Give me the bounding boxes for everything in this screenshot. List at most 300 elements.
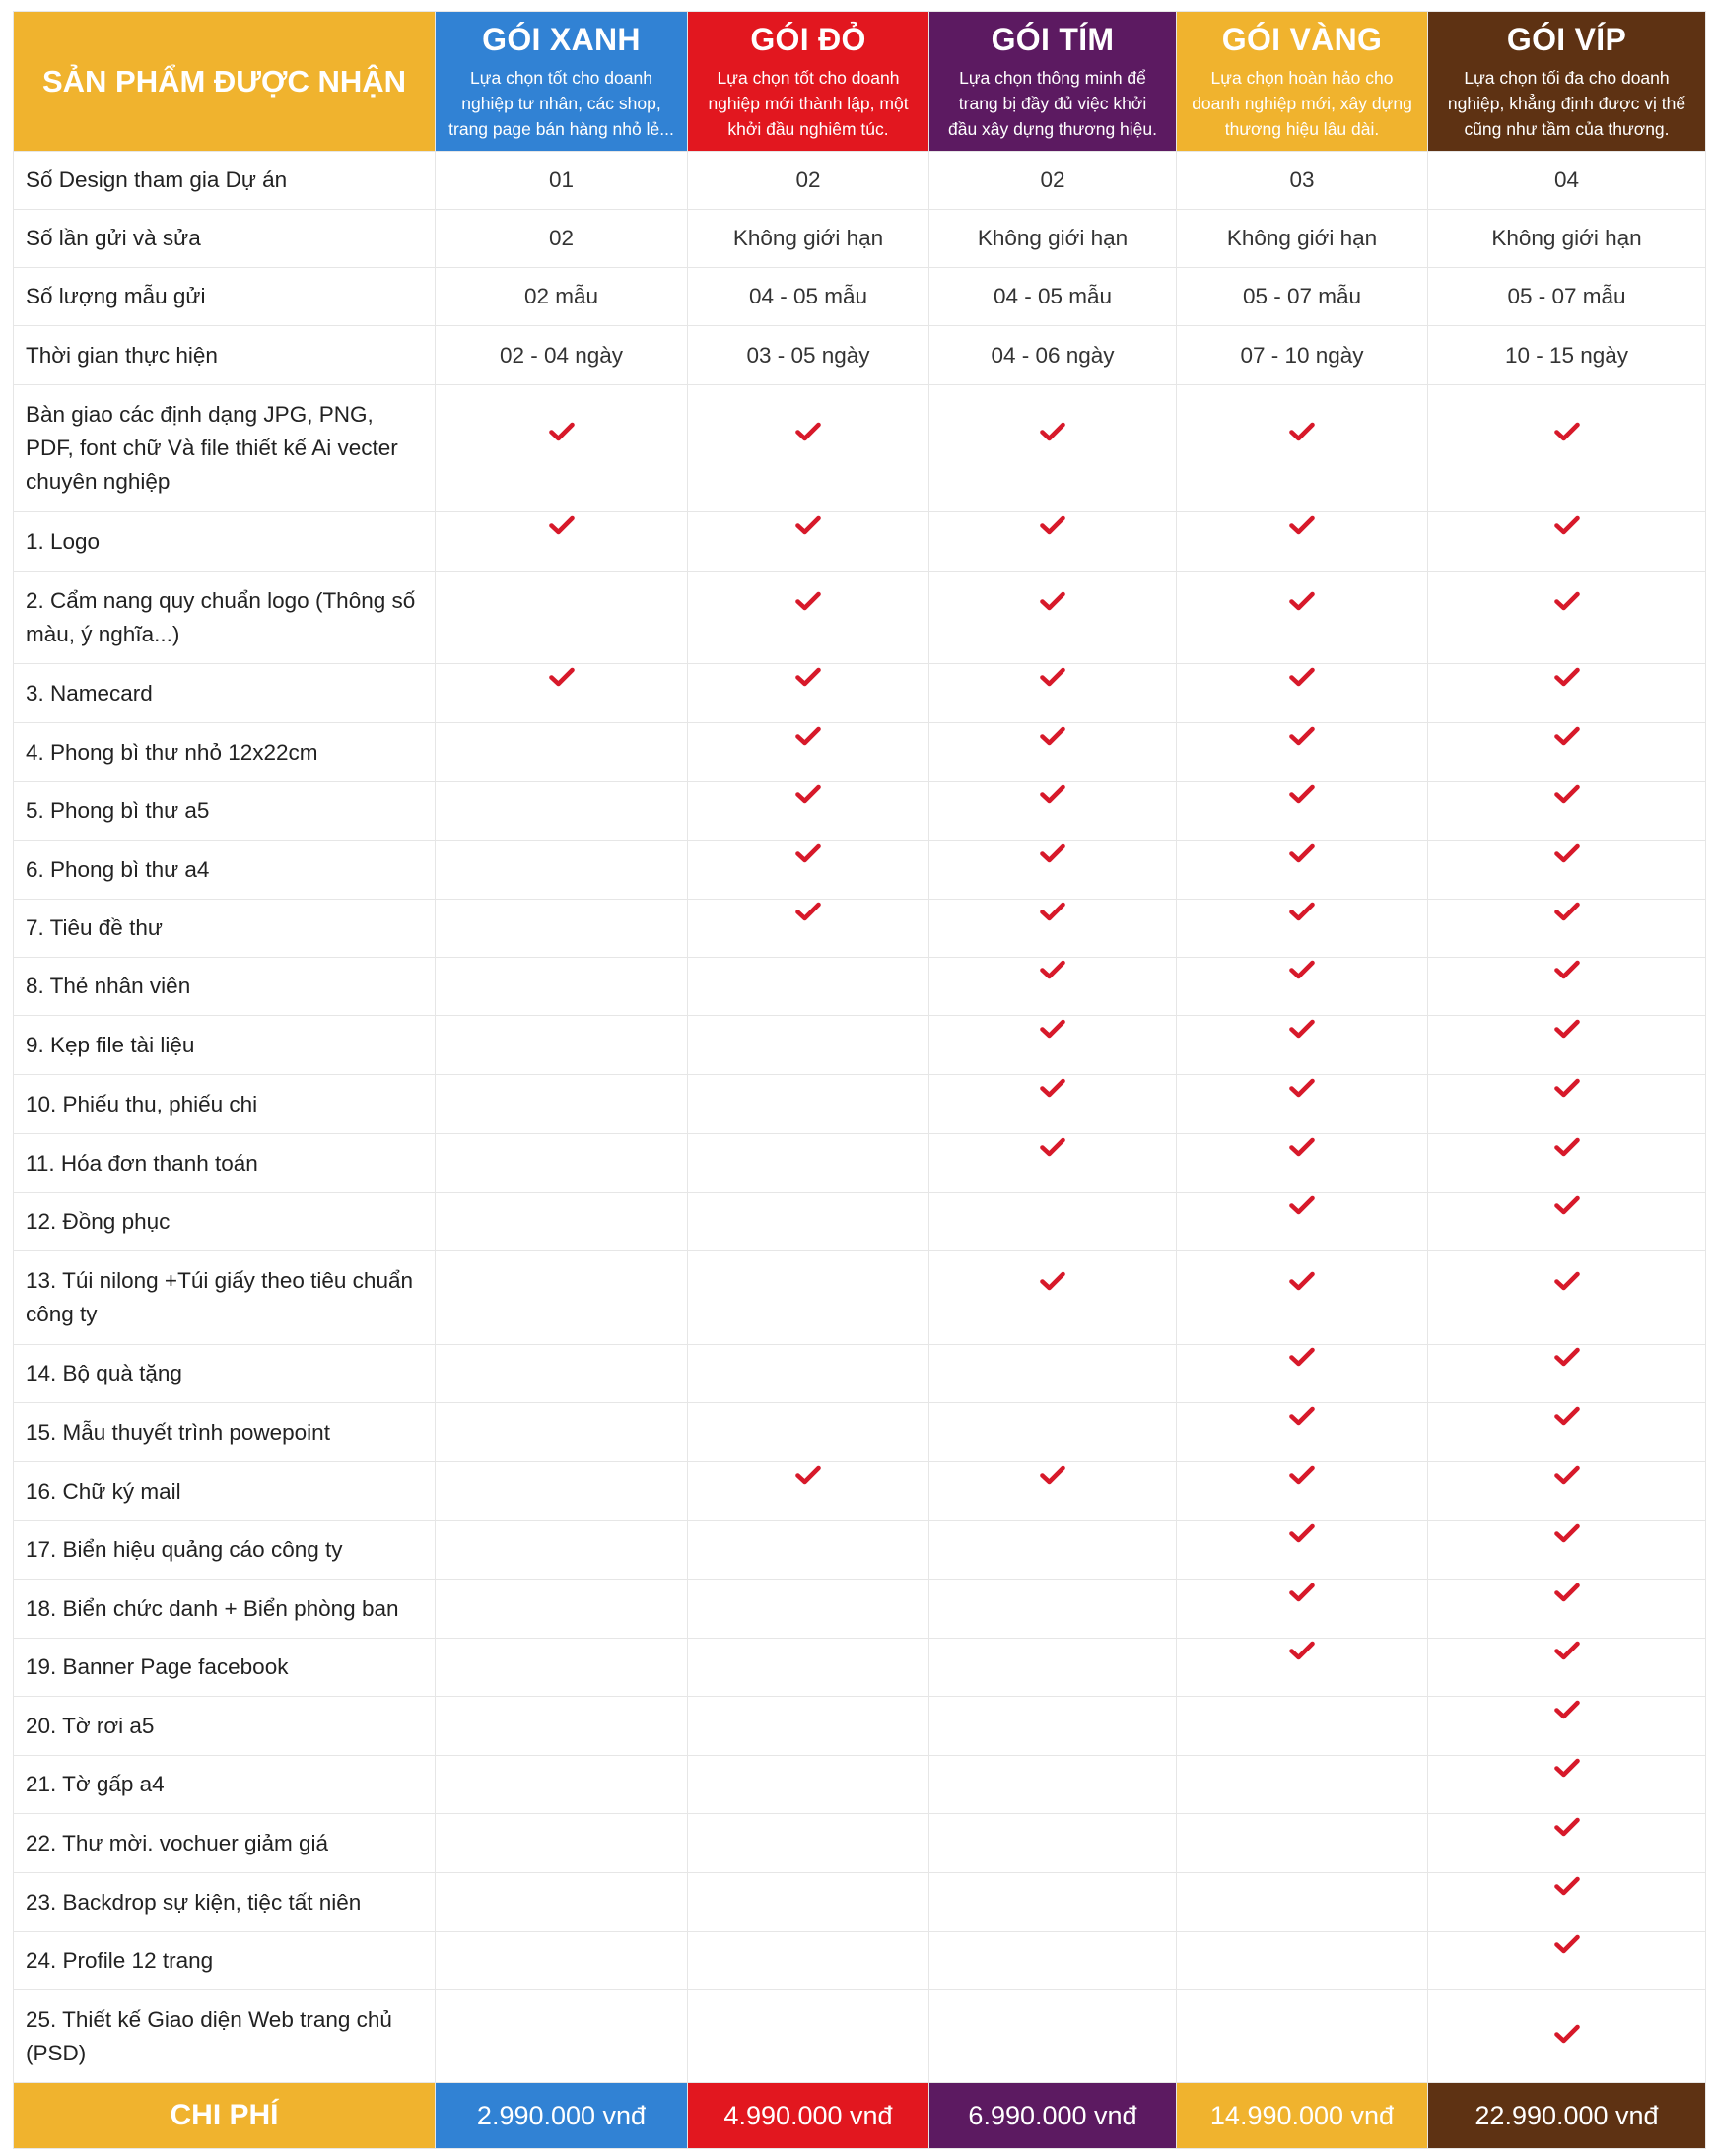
check-icon — [1289, 960, 1315, 979]
check-cell — [688, 664, 929, 723]
package-description: Lựa chọn thông minh để trang bị đầy đủ việc khởi đầu xây dựng thương hiệu. — [948, 67, 1157, 139]
package-header-tim[interactable] — [929, 12, 1177, 152]
feature-label: 11. Hóa đơn thanh toán — [14, 1134, 436, 1193]
check-cell — [929, 900, 1177, 958]
check-cell — [1428, 782, 1706, 841]
feature-label: 4. Phong bì thư nhỏ 12x22cm — [14, 723, 436, 782]
check-cell — [1177, 958, 1428, 1016]
package-header-do[interactable] — [688, 12, 929, 152]
check-icon — [1554, 784, 1580, 804]
table-row — [14, 900, 1706, 958]
value-cell: 05 - 07 mẫu — [1177, 268, 1428, 326]
feature-label: Số lượng mẫu gửi — [14, 268, 436, 326]
check-icon — [1554, 1347, 1580, 1367]
check-icon — [1289, 1078, 1315, 1098]
check-cell — [436, 1075, 688, 1134]
check-cell — [929, 572, 1177, 664]
check-cell — [1177, 1193, 1428, 1251]
table-row — [14, 1639, 1706, 1697]
check-cell — [436, 1873, 688, 1932]
check-cell — [1428, 1075, 1706, 1134]
check-cell — [1177, 1345, 1428, 1403]
check-cell — [436, 1345, 688, 1403]
price-tim[interactable]: 6.990.000 vnđ — [929, 2083, 1177, 2149]
check-cell — [436, 1932, 688, 1990]
check-icon — [795, 784, 821, 804]
check-cell — [688, 723, 929, 782]
check-cell — [929, 1251, 1177, 1345]
table-row — [14, 572, 1706, 664]
value-cell: 04 - 05 mẫu — [688, 268, 929, 326]
check-cell — [929, 1814, 1177, 1873]
value-cell: 03 — [1177, 152, 1428, 210]
check-icon — [1040, 1019, 1065, 1039]
check-icon — [1040, 1078, 1065, 1098]
check-icon — [1554, 1583, 1580, 1602]
check-cell — [1177, 385, 1428, 512]
feature-label: 2. Cẩm nang quy chuẩn logo (Thông số màu, ý nghĩa...) — [14, 572, 436, 664]
check-icon — [1040, 1465, 1065, 1485]
check-icon — [1289, 843, 1315, 863]
table-row — [14, 326, 1706, 385]
check-cell — [688, 1639, 929, 1697]
check-cell — [688, 512, 929, 572]
check-cell — [929, 1756, 1177, 1814]
value-cell: 05 - 07 mẫu — [1428, 268, 1706, 326]
check-cell — [929, 782, 1177, 841]
check-cell — [1177, 1873, 1428, 1932]
check-cell — [1428, 1345, 1706, 1403]
price-row — [14, 2083, 1706, 2149]
check-cell — [1177, 1580, 1428, 1639]
feature-label: 9. Kẹp file tài liệu — [14, 1016, 436, 1075]
check-icon — [1289, 1523, 1315, 1543]
check-cell — [1428, 1134, 1706, 1193]
check-cell — [688, 1016, 929, 1075]
check-cell — [1177, 1134, 1428, 1193]
check-cell — [929, 1403, 1177, 1462]
check-cell — [1177, 1521, 1428, 1580]
check-icon — [1554, 1523, 1580, 1543]
value-cell: 02 — [929, 152, 1177, 210]
check-icon — [1554, 1406, 1580, 1426]
check-cell — [688, 1251, 929, 1345]
check-icon — [1554, 726, 1580, 746]
check-icon — [1554, 1019, 1580, 1039]
check-cell — [1177, 664, 1428, 723]
check-icon — [549, 515, 575, 535]
check-icon — [1289, 667, 1315, 687]
check-cell — [436, 958, 688, 1016]
check-cell — [1177, 1639, 1428, 1697]
table-row — [14, 1990, 1706, 2083]
value-cell: Không giới hạn — [1428, 210, 1706, 268]
check-cell — [1428, 512, 1706, 572]
check-icon — [1554, 422, 1580, 441]
check-cell — [1177, 900, 1428, 958]
check-cell — [1428, 1521, 1706, 1580]
check-cell — [1428, 572, 1706, 664]
check-icon — [1040, 960, 1065, 979]
value-cell: 03 - 05 ngày — [688, 326, 929, 385]
check-icon — [795, 515, 821, 535]
check-icon — [1040, 591, 1065, 611]
check-icon — [1289, 1137, 1315, 1157]
package-description: Lựa chọn tốt cho doanh nghiệp tư nhân, các shop, trang page bán hàng nhỏ lẻ... — [448, 67, 674, 139]
check-cell — [929, 1521, 1177, 1580]
check-icon — [1289, 784, 1315, 804]
check-cell — [436, 900, 688, 958]
table-row — [14, 841, 1706, 900]
check-cell — [1428, 1932, 1706, 1990]
table-row — [14, 1462, 1706, 1521]
check-icon — [1554, 1078, 1580, 1098]
check-cell — [436, 841, 688, 900]
value-cell: 02 - 04 ngày — [436, 326, 688, 385]
package-header-xanh[interactable] — [436, 12, 688, 152]
check-icon — [1040, 843, 1065, 863]
check-icon — [1289, 726, 1315, 746]
table-row — [14, 958, 1706, 1016]
price-do[interactable]: 4.990.000 vnđ — [688, 2083, 929, 2149]
check-cell — [1177, 841, 1428, 900]
check-cell — [1428, 1016, 1706, 1075]
table-row — [14, 1403, 1706, 1462]
check-cell — [929, 1134, 1177, 1193]
feature-label: 10. Phiếu thu, phiếu chi — [14, 1075, 436, 1134]
table-row — [14, 512, 1706, 572]
check-cell — [1177, 1697, 1428, 1756]
table-row — [14, 1016, 1706, 1075]
check-cell — [688, 1075, 929, 1134]
check-cell — [688, 1403, 929, 1462]
check-icon — [1040, 422, 1065, 441]
price-xanh[interactable]: 2.990.000 vnđ — [436, 2083, 688, 2149]
package-description: Lựa chọn hoàn hảo cho doanh nghiệp mới, xây dựng thương hiệu lâu dài. — [1192, 67, 1412, 139]
check-cell — [1428, 1193, 1706, 1251]
value-cell: Không giới hạn — [688, 210, 929, 268]
check-cell — [436, 572, 688, 664]
check-cell — [929, 1016, 1177, 1075]
value-cell: 07 - 10 ngày — [1177, 326, 1428, 385]
check-cell — [688, 782, 929, 841]
check-cell — [688, 958, 929, 1016]
value-cell: Không giới hạn — [929, 210, 1177, 268]
table-row — [14, 723, 1706, 782]
feature-label: 12. Đồng phục — [14, 1193, 436, 1251]
check-icon — [1554, 960, 1580, 979]
check-icon — [1289, 1019, 1315, 1039]
price-label: CHI PHÍ — [14, 2083, 436, 2149]
check-cell — [436, 1193, 688, 1251]
check-cell — [1177, 1990, 1428, 2083]
feature-label: 16. Chữ ký mail — [14, 1462, 436, 1521]
check-cell — [1428, 1814, 1706, 1873]
check-icon — [1040, 784, 1065, 804]
pricing-table — [13, 11, 1706, 2149]
value-cell: 02 — [688, 152, 929, 210]
check-icon — [795, 591, 821, 611]
check-cell — [1428, 723, 1706, 782]
check-icon — [549, 667, 575, 687]
check-cell — [929, 1075, 1177, 1134]
check-icon — [1289, 1583, 1315, 1602]
check-cell — [436, 1134, 688, 1193]
check-icon — [1554, 902, 1580, 921]
check-cell — [436, 1639, 688, 1697]
feature-label: 19. Banner Page facebook — [14, 1639, 436, 1697]
header-row — [14, 12, 1706, 152]
check-cell — [1428, 1251, 1706, 1345]
feature-label: 13. Túi nilong +Túi giấy theo tiêu chuẩn công ty — [14, 1251, 436, 1345]
check-cell — [436, 1580, 688, 1639]
feature-label: 14. Bộ quà tặng — [14, 1345, 436, 1403]
check-icon — [1040, 1271, 1065, 1291]
value-cell: Không giới hạn — [1177, 210, 1428, 268]
table-row — [14, 1756, 1706, 1814]
table-row — [14, 1075, 1706, 1134]
check-cell — [929, 1193, 1177, 1251]
check-cell — [688, 385, 929, 512]
check-icon — [1040, 902, 1065, 921]
table-row — [14, 268, 1706, 326]
check-icon — [1554, 591, 1580, 611]
check-cell — [929, 385, 1177, 512]
feature-label: 3. Namecard — [14, 664, 436, 723]
check-icon — [1289, 591, 1315, 611]
check-cell — [929, 664, 1177, 723]
check-cell — [436, 1990, 688, 2083]
check-cell — [929, 1580, 1177, 1639]
check-cell — [688, 1462, 929, 1521]
check-cell — [688, 1193, 929, 1251]
check-icon — [1289, 902, 1315, 921]
package-header-vip[interactable] — [1428, 12, 1706, 152]
check-cell — [436, 1251, 688, 1345]
feature-label: 25. Thiết kế Giao diện Web trang chủ (PSD) — [14, 1990, 436, 2083]
check-cell — [1177, 512, 1428, 572]
check-icon — [1040, 667, 1065, 687]
check-cell — [436, 782, 688, 841]
check-cell — [1177, 723, 1428, 782]
check-icon — [1554, 1758, 1580, 1778]
check-cell — [436, 1814, 688, 1873]
check-cell — [688, 1580, 929, 1639]
check-icon — [1289, 1271, 1315, 1291]
table-row — [14, 385, 1706, 512]
check-cell — [1428, 1990, 1706, 2083]
feature-label: 5. Phong bì thư a5 — [14, 782, 436, 841]
feature-label: 18. Biển chức danh + Biển phòng ban — [14, 1580, 436, 1639]
feature-label: 7. Tiêu đề thư — [14, 900, 436, 958]
check-cell — [688, 1990, 929, 2083]
value-cell: 04 — [1428, 152, 1706, 210]
check-cell — [929, 1932, 1177, 1990]
check-icon — [1554, 843, 1580, 863]
check-cell — [688, 1521, 929, 1580]
check-cell — [1177, 782, 1428, 841]
check-icon — [1554, 1817, 1580, 1837]
check-cell — [929, 512, 1177, 572]
value-cell: 02 — [436, 210, 688, 268]
check-cell — [929, 1639, 1177, 1697]
check-cell — [688, 1814, 929, 1873]
check-cell — [929, 1697, 1177, 1756]
feature-label: 21. Tờ gấp a4 — [14, 1756, 436, 1814]
check-cell — [1428, 1639, 1706, 1697]
feature-label: 15. Mẫu thuyết trình powepoint — [14, 1403, 436, 1462]
table-row — [14, 1521, 1706, 1580]
feature-label: Thời gian thực hiện — [14, 326, 436, 385]
package-name: GÓI ĐỎ — [750, 21, 866, 57]
value-cell: 01 — [436, 152, 688, 210]
check-cell — [1177, 1814, 1428, 1873]
check-cell — [1177, 1251, 1428, 1345]
feature-label: 17. Biển hiệu quảng cáo công ty — [14, 1521, 436, 1580]
feature-label: Số lần gửi và sửa — [14, 210, 436, 268]
check-icon — [1554, 515, 1580, 535]
check-cell — [436, 723, 688, 782]
feature-column-header: SẢN PHẨM ĐƯỢC NHẬN — [14, 12, 436, 152]
check-cell — [929, 1873, 1177, 1932]
check-cell — [1428, 841, 1706, 900]
check-cell — [929, 841, 1177, 900]
check-icon — [1554, 1876, 1580, 1896]
check-icon — [1289, 422, 1315, 441]
value-cell: 02 mẫu — [436, 268, 688, 326]
check-cell — [929, 723, 1177, 782]
check-icon — [1554, 1465, 1580, 1485]
check-cell — [688, 1134, 929, 1193]
check-cell — [1428, 1697, 1706, 1756]
check-icon — [1289, 1195, 1315, 1215]
value-cell: 04 - 05 mẫu — [929, 268, 1177, 326]
table-row — [14, 1580, 1706, 1639]
check-icon — [1040, 515, 1065, 535]
feature-label: Số Design tham gia Dự án — [14, 152, 436, 210]
package-header-vang[interactable] — [1177, 12, 1428, 152]
feature-label: 6. Phong bì thư a4 — [14, 841, 436, 900]
check-cell — [929, 1345, 1177, 1403]
check-icon — [795, 1465, 821, 1485]
check-cell — [1428, 1873, 1706, 1932]
package-name: GÓI VÍP — [1506, 21, 1627, 57]
check-icon — [1554, 1271, 1580, 1291]
table-row — [14, 210, 1706, 268]
table-row — [14, 1134, 1706, 1193]
check-cell — [1177, 1075, 1428, 1134]
check-icon — [1289, 515, 1315, 535]
table-row — [14, 1873, 1706, 1932]
table-row — [14, 1345, 1706, 1403]
value-cell: 10 - 15 ngày — [1428, 326, 1706, 385]
check-cell — [436, 1016, 688, 1075]
check-cell — [1428, 664, 1706, 723]
check-icon — [1289, 1347, 1315, 1367]
check-cell — [1428, 385, 1706, 512]
package-description: Lựa chọn tối đa cho doanh nghiệp, khẳng định được vị thế cũng như tầm của thương. — [1447, 67, 1686, 139]
check-cell — [1177, 1756, 1428, 1814]
check-icon — [795, 843, 821, 863]
check-icon — [795, 726, 821, 746]
price-vip[interactable]: 22.990.000 vnđ — [1428, 2083, 1706, 2149]
package-description: Lựa chọn tốt cho doanh nghiệp mới thành lập, một khởi đầu nghiêm túc. — [708, 67, 909, 139]
check-cell — [1428, 1580, 1706, 1639]
check-icon — [1289, 1465, 1315, 1485]
check-cell — [1177, 1462, 1428, 1521]
check-cell — [436, 1756, 688, 1814]
check-cell — [1177, 572, 1428, 664]
check-cell — [688, 900, 929, 958]
check-cell — [1177, 1016, 1428, 1075]
check-icon — [1554, 1700, 1580, 1719]
check-cell — [436, 1403, 688, 1462]
check-cell — [436, 1521, 688, 1580]
feature-label: Bàn giao các định dạng JPG, PNG, PDF, font chữ Và file thiết kế Ai vecter chuyên nghiệp — [14, 385, 436, 512]
check-cell — [929, 1990, 1177, 2083]
table-row — [14, 1932, 1706, 1990]
feature-label: 24. Profile 12 trang — [14, 1932, 436, 1990]
check-icon — [1554, 1641, 1580, 1660]
table-row — [14, 1814, 1706, 1873]
table-row — [14, 782, 1706, 841]
check-icon — [1554, 1195, 1580, 1215]
check-cell — [688, 1697, 929, 1756]
check-cell — [1428, 900, 1706, 958]
check-icon — [1040, 726, 1065, 746]
package-name: GÓI VÀNG — [1221, 21, 1383, 57]
check-cell — [688, 841, 929, 900]
check-cell — [688, 1345, 929, 1403]
table-row — [14, 664, 1706, 723]
check-icon — [795, 422, 821, 441]
check-cell — [1428, 1756, 1706, 1814]
check-cell — [436, 385, 688, 512]
check-icon — [795, 667, 821, 687]
check-cell — [1428, 958, 1706, 1016]
value-cell: 04 - 06 ngày — [929, 326, 1177, 385]
price-vang[interactable]: 14.990.000 vnđ — [1177, 2083, 1428, 2149]
feature-label: 8. Thẻ nhân viên — [14, 958, 436, 1016]
check-icon — [1554, 2024, 1580, 2044]
check-cell — [1177, 1403, 1428, 1462]
check-cell — [436, 1462, 688, 1521]
check-icon — [1554, 667, 1580, 687]
table-row — [14, 1251, 1706, 1345]
package-name: GÓI XANH — [482, 21, 641, 57]
check-cell — [1428, 1403, 1706, 1462]
feature-label: 1. Logo — [14, 512, 436, 572]
check-cell — [688, 1932, 929, 1990]
check-cell — [436, 1697, 688, 1756]
table-row — [14, 152, 1706, 210]
feature-label: 23. Backdrop sự kiện, tiệc tất niên — [14, 1873, 436, 1932]
table-row — [14, 1697, 1706, 1756]
check-icon — [1040, 1137, 1065, 1157]
check-cell — [688, 572, 929, 664]
check-cell — [436, 512, 688, 572]
feature-label: 22. Thư mời. vochuer giảm giá — [14, 1814, 436, 1873]
table-row — [14, 1193, 1706, 1251]
check-icon — [1289, 1641, 1315, 1660]
check-cell — [1428, 1462, 1706, 1521]
check-icon — [795, 902, 821, 921]
check-cell — [688, 1873, 929, 1932]
check-cell — [436, 664, 688, 723]
package-name: GÓI TÍM — [991, 21, 1115, 57]
check-cell — [929, 1462, 1177, 1521]
feature-label: 20. Tờ rơi a5 — [14, 1697, 436, 1756]
